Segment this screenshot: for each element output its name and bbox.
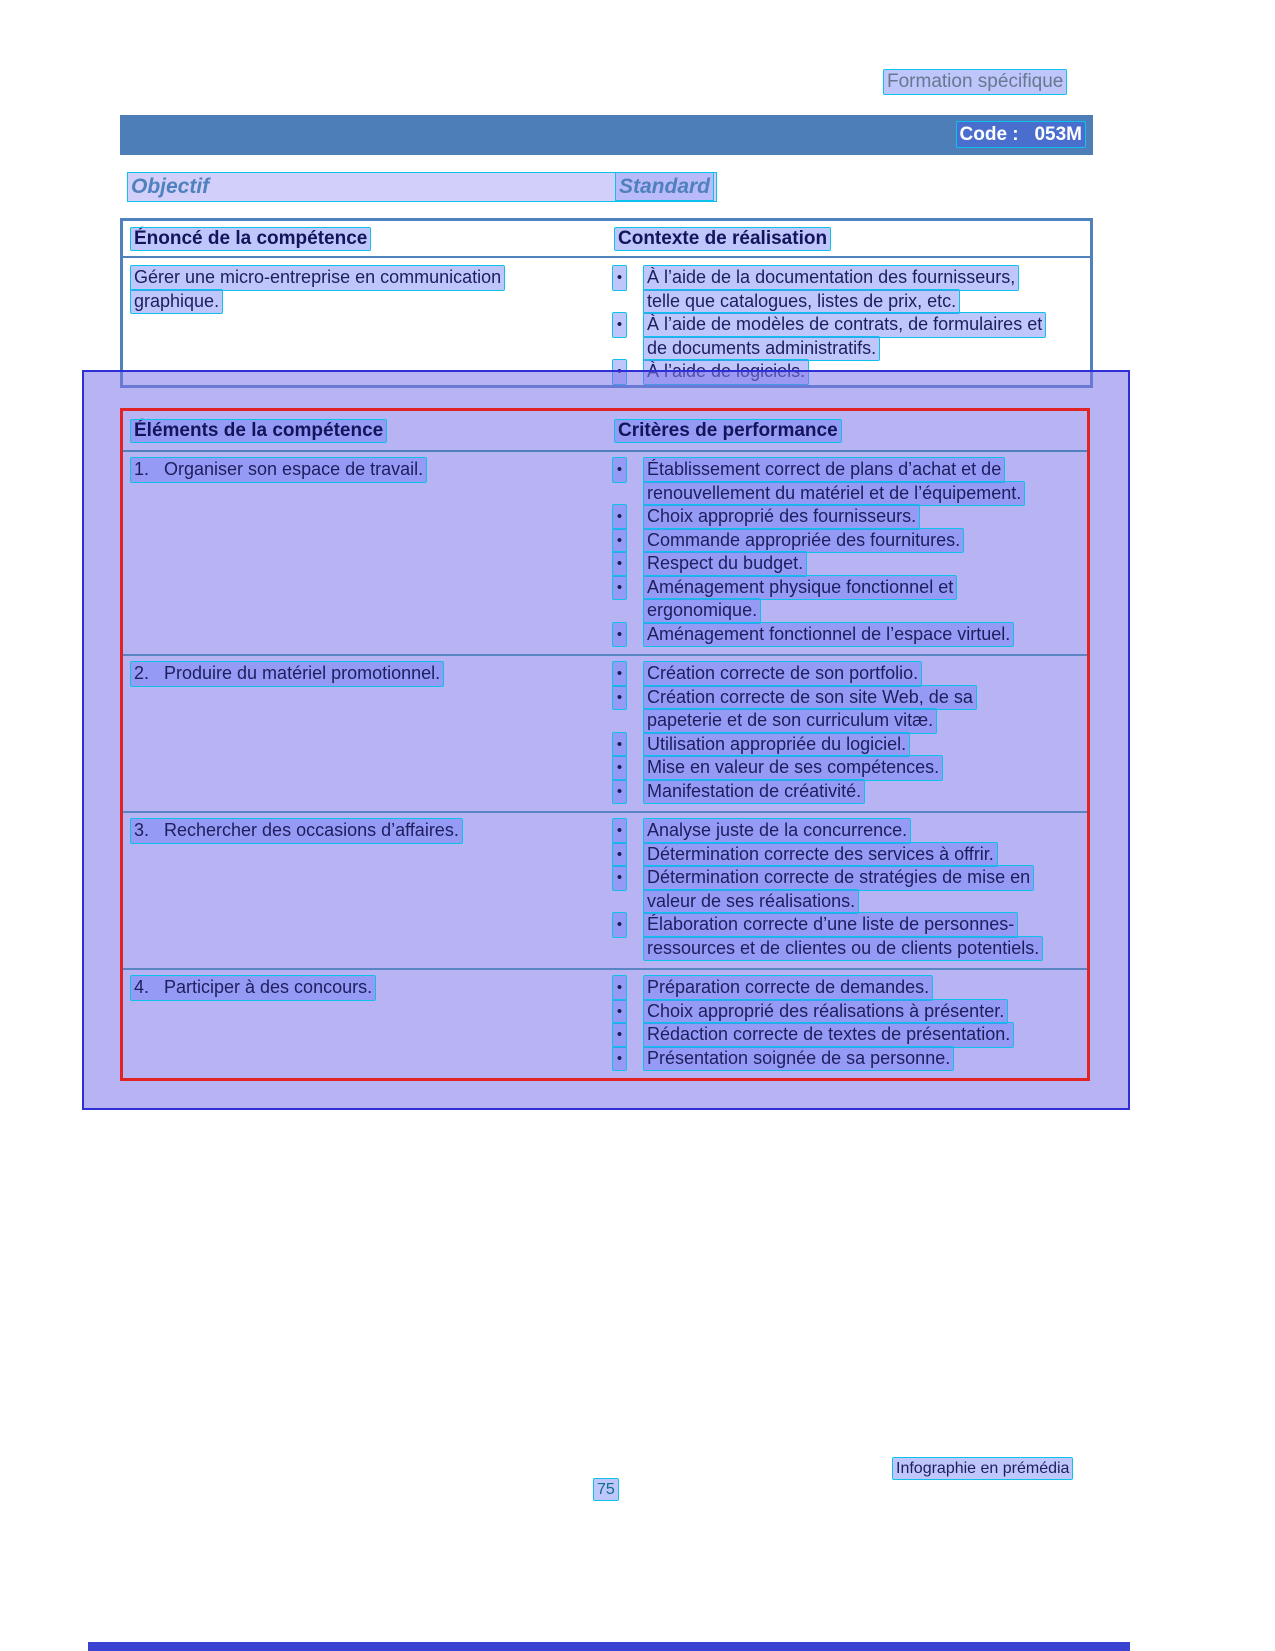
bullet-icon: •: [613, 756, 626, 780]
element-text: Participer à des concours.: [164, 977, 373, 997]
bullet-text: [644, 686, 976, 733]
bullet-icon: •: [613, 913, 626, 937]
standard-heading: Standard: [616, 173, 713, 200]
text-line: Manifestation de créativité.: [644, 780, 864, 804]
bullet-item: [611, 733, 1087, 757]
text-line: Établissement correct de plans d’achat et de: [644, 458, 1004, 482]
element-title: [131, 976, 375, 1000]
elements-criteres-table: [120, 408, 1090, 1081]
bullet-text: [644, 733, 909, 757]
bullet-text: [644, 623, 1013, 647]
text-line: Choix approprié des fournisseurs.: [644, 505, 919, 529]
header-cell-criteres: [611, 420, 1087, 442]
text-line: Préparation correcte de demandes.: [644, 976, 932, 1000]
bullet-text: [644, 976, 932, 1000]
text-line: ergonomique.: [644, 599, 760, 623]
text-line: À l’aide de modèles de contrats, de formulaires et: [644, 313, 1045, 337]
bullet-icon: •: [613, 733, 626, 757]
bullet-icon: •: [613, 623, 626, 647]
objectif-heading: Objectif: [131, 175, 210, 198]
element-text: Produire du matériel promotionnel.: [164, 663, 441, 683]
element-number: 3.: [134, 820, 150, 840]
elements-table-header: [123, 411, 1087, 452]
bullet-item: [611, 913, 1087, 960]
objectif-standard-band: [128, 173, 716, 201]
header-cell-enonce: [123, 228, 611, 250]
bullet-item: [611, 1000, 1087, 1024]
bullet-item: [611, 686, 1087, 733]
bullet-text: [644, 458, 1024, 505]
bottom-rule: [88, 1642, 1130, 1651]
bullet-item: [611, 756, 1087, 780]
text-line: Commande appropriée des fournitures.: [644, 529, 963, 553]
bullet-text: [644, 843, 997, 867]
bullet-item: [611, 505, 1087, 529]
bullet-item: [611, 576, 1087, 623]
text-line: Élaboration correcte d’une liste de personnes-: [644, 913, 1017, 937]
criteria-bullets: [611, 976, 1087, 1070]
bullet-text: [644, 313, 1045, 360]
text-line: Gérer une micro-entreprise en communication: [131, 266, 504, 290]
bullet-icon: •: [613, 1023, 626, 1047]
text-line: valeur de ses réalisations.: [644, 890, 858, 914]
text-line: Respect du budget.: [644, 552, 806, 576]
element-number: 2.: [134, 663, 150, 683]
bullet-item: [611, 313, 1090, 360]
footer-label: Infographie en prémédia: [893, 1458, 1072, 1479]
text-line: Mise en valeur de ses compétences.: [644, 756, 942, 780]
bullet-icon: •: [613, 529, 626, 553]
element-text: Organiser son espace de travail.: [164, 459, 424, 479]
bullet-icon: •: [613, 313, 626, 337]
table-row: [123, 811, 1087, 968]
bullet-icon: •: [613, 976, 626, 1000]
col2-header-text: Contexte de réalisation: [615, 228, 830, 250]
statement-cell: [123, 266, 611, 384]
bullet-text: [644, 662, 921, 686]
bullet-item: [611, 819, 1087, 843]
bullet-text: [644, 780, 864, 804]
bullet-text: [644, 576, 956, 623]
header-cell-contexte: [611, 228, 1090, 250]
bullet-icon: •: [613, 266, 626, 290]
bullet-text: [644, 913, 1042, 960]
bullet-text: [644, 1047, 953, 1071]
col1-header-text: Éléments de la compétence: [131, 420, 386, 442]
bullet-icon: •: [613, 686, 626, 710]
bullet-item: [611, 780, 1087, 804]
text-line: Présentation soignée de sa personne.: [644, 1047, 953, 1071]
element-title: [131, 458, 426, 482]
bullet-icon: •: [613, 458, 626, 482]
bullet-item: [611, 662, 1087, 686]
bullet-item: [611, 623, 1087, 647]
bullet-text: [644, 529, 963, 553]
table-row: [123, 654, 1087, 811]
table-row: [123, 968, 1087, 1078]
bullet-text: [644, 819, 910, 843]
bullet-text: [644, 756, 942, 780]
bullet-icon: •: [613, 780, 626, 804]
element-text: Rechercher des occasions d’affaires.: [164, 820, 459, 840]
text-line: ressources et de clientes ou de clients potentiels.: [644, 937, 1042, 961]
bullet-text: [644, 266, 1018, 313]
bullet-icon: •: [613, 552, 626, 576]
bullet-item: [611, 866, 1087, 913]
element-cell: [123, 819, 611, 960]
code-label: Code : 053M: [957, 122, 1085, 147]
bullet-icon: •: [613, 866, 626, 890]
col2-header-text: Critères de performance: [615, 420, 841, 442]
criteria-bullets: [611, 458, 1087, 646]
title-bar: [120, 115, 1093, 155]
bullet-item: [611, 976, 1087, 1000]
bullet-icon: •: [613, 505, 626, 529]
element-number: 4.: [134, 977, 150, 997]
bullet-icon: •: [613, 1000, 626, 1024]
table-row: [123, 452, 1087, 654]
text-line: de documents administratifs.: [644, 337, 879, 361]
bullet-text: [644, 552, 806, 576]
page-number: 75: [594, 1479, 618, 1500]
text-line: renouvellement du matériel et de l’équipement.: [644, 482, 1024, 506]
criteria-bullets: [611, 819, 1087, 960]
text-line: À l’aide de la documentation des fournisseurs,: [644, 266, 1018, 290]
header-cell-elements: [123, 420, 611, 442]
bullet-item: [611, 266, 1090, 313]
bullet-text: [644, 1023, 1013, 1047]
text-line: papeterie et de son curriculum vitæ.: [644, 709, 936, 733]
text-line: Aménagement fonctionnel de l’espace virtuel.: [644, 623, 1013, 647]
element-title: [131, 662, 443, 686]
bullet-text: [644, 1000, 1007, 1024]
competence-table: [120, 218, 1093, 388]
bullet-item: [611, 529, 1087, 553]
text-line: telle que catalogues, listes de prix, etc.: [644, 290, 959, 314]
bullet-icon: •: [613, 576, 626, 600]
text-line: Création correcte de son portfolio.: [644, 662, 921, 686]
text-line: Création correcte de son site Web, de sa: [644, 686, 976, 710]
text-line: Utilisation appropriée du logiciel.: [644, 733, 909, 757]
bullet-icon: •: [613, 843, 626, 867]
text-line: Aménagement physique fonctionnel et: [644, 576, 956, 600]
competence-table-body: [123, 258, 1090, 384]
bullet-item: [611, 552, 1087, 576]
header-label: Formation spécifique: [884, 70, 1066, 94]
text-line: Détermination correcte des services à offrir.: [644, 843, 997, 867]
competence-table-header: [123, 221, 1090, 258]
text-line: Choix approprié des réalisations à présenter.: [644, 1000, 1007, 1024]
context-bullets: [611, 266, 1090, 384]
bullet-icon: •: [613, 819, 626, 843]
element-number: 1.: [134, 459, 150, 479]
bullet-item: [611, 1047, 1087, 1071]
bullet-text: [644, 505, 919, 529]
col1-header-text: Énoncé de la compétence: [131, 228, 370, 250]
text-line: Rédaction correcte de textes de présentation.: [644, 1023, 1013, 1047]
text-line: graphique.: [131, 290, 222, 314]
element-cell: [123, 662, 611, 803]
bullet-item: [611, 458, 1087, 505]
criteria-bullets: [611, 662, 1087, 803]
element-cell: [123, 458, 611, 646]
bullet-icon: •: [613, 662, 626, 686]
bullet-item: [611, 1023, 1087, 1047]
text-line: Analyse juste de la concurrence.: [644, 819, 910, 843]
text-line: Détermination correcte de stratégies de mise en: [644, 866, 1033, 890]
bullet-item: [611, 843, 1087, 867]
element-cell: [123, 976, 611, 1070]
bullet-text: [644, 866, 1033, 913]
bullet-icon: •: [613, 1047, 626, 1071]
element-title: [131, 819, 462, 843]
